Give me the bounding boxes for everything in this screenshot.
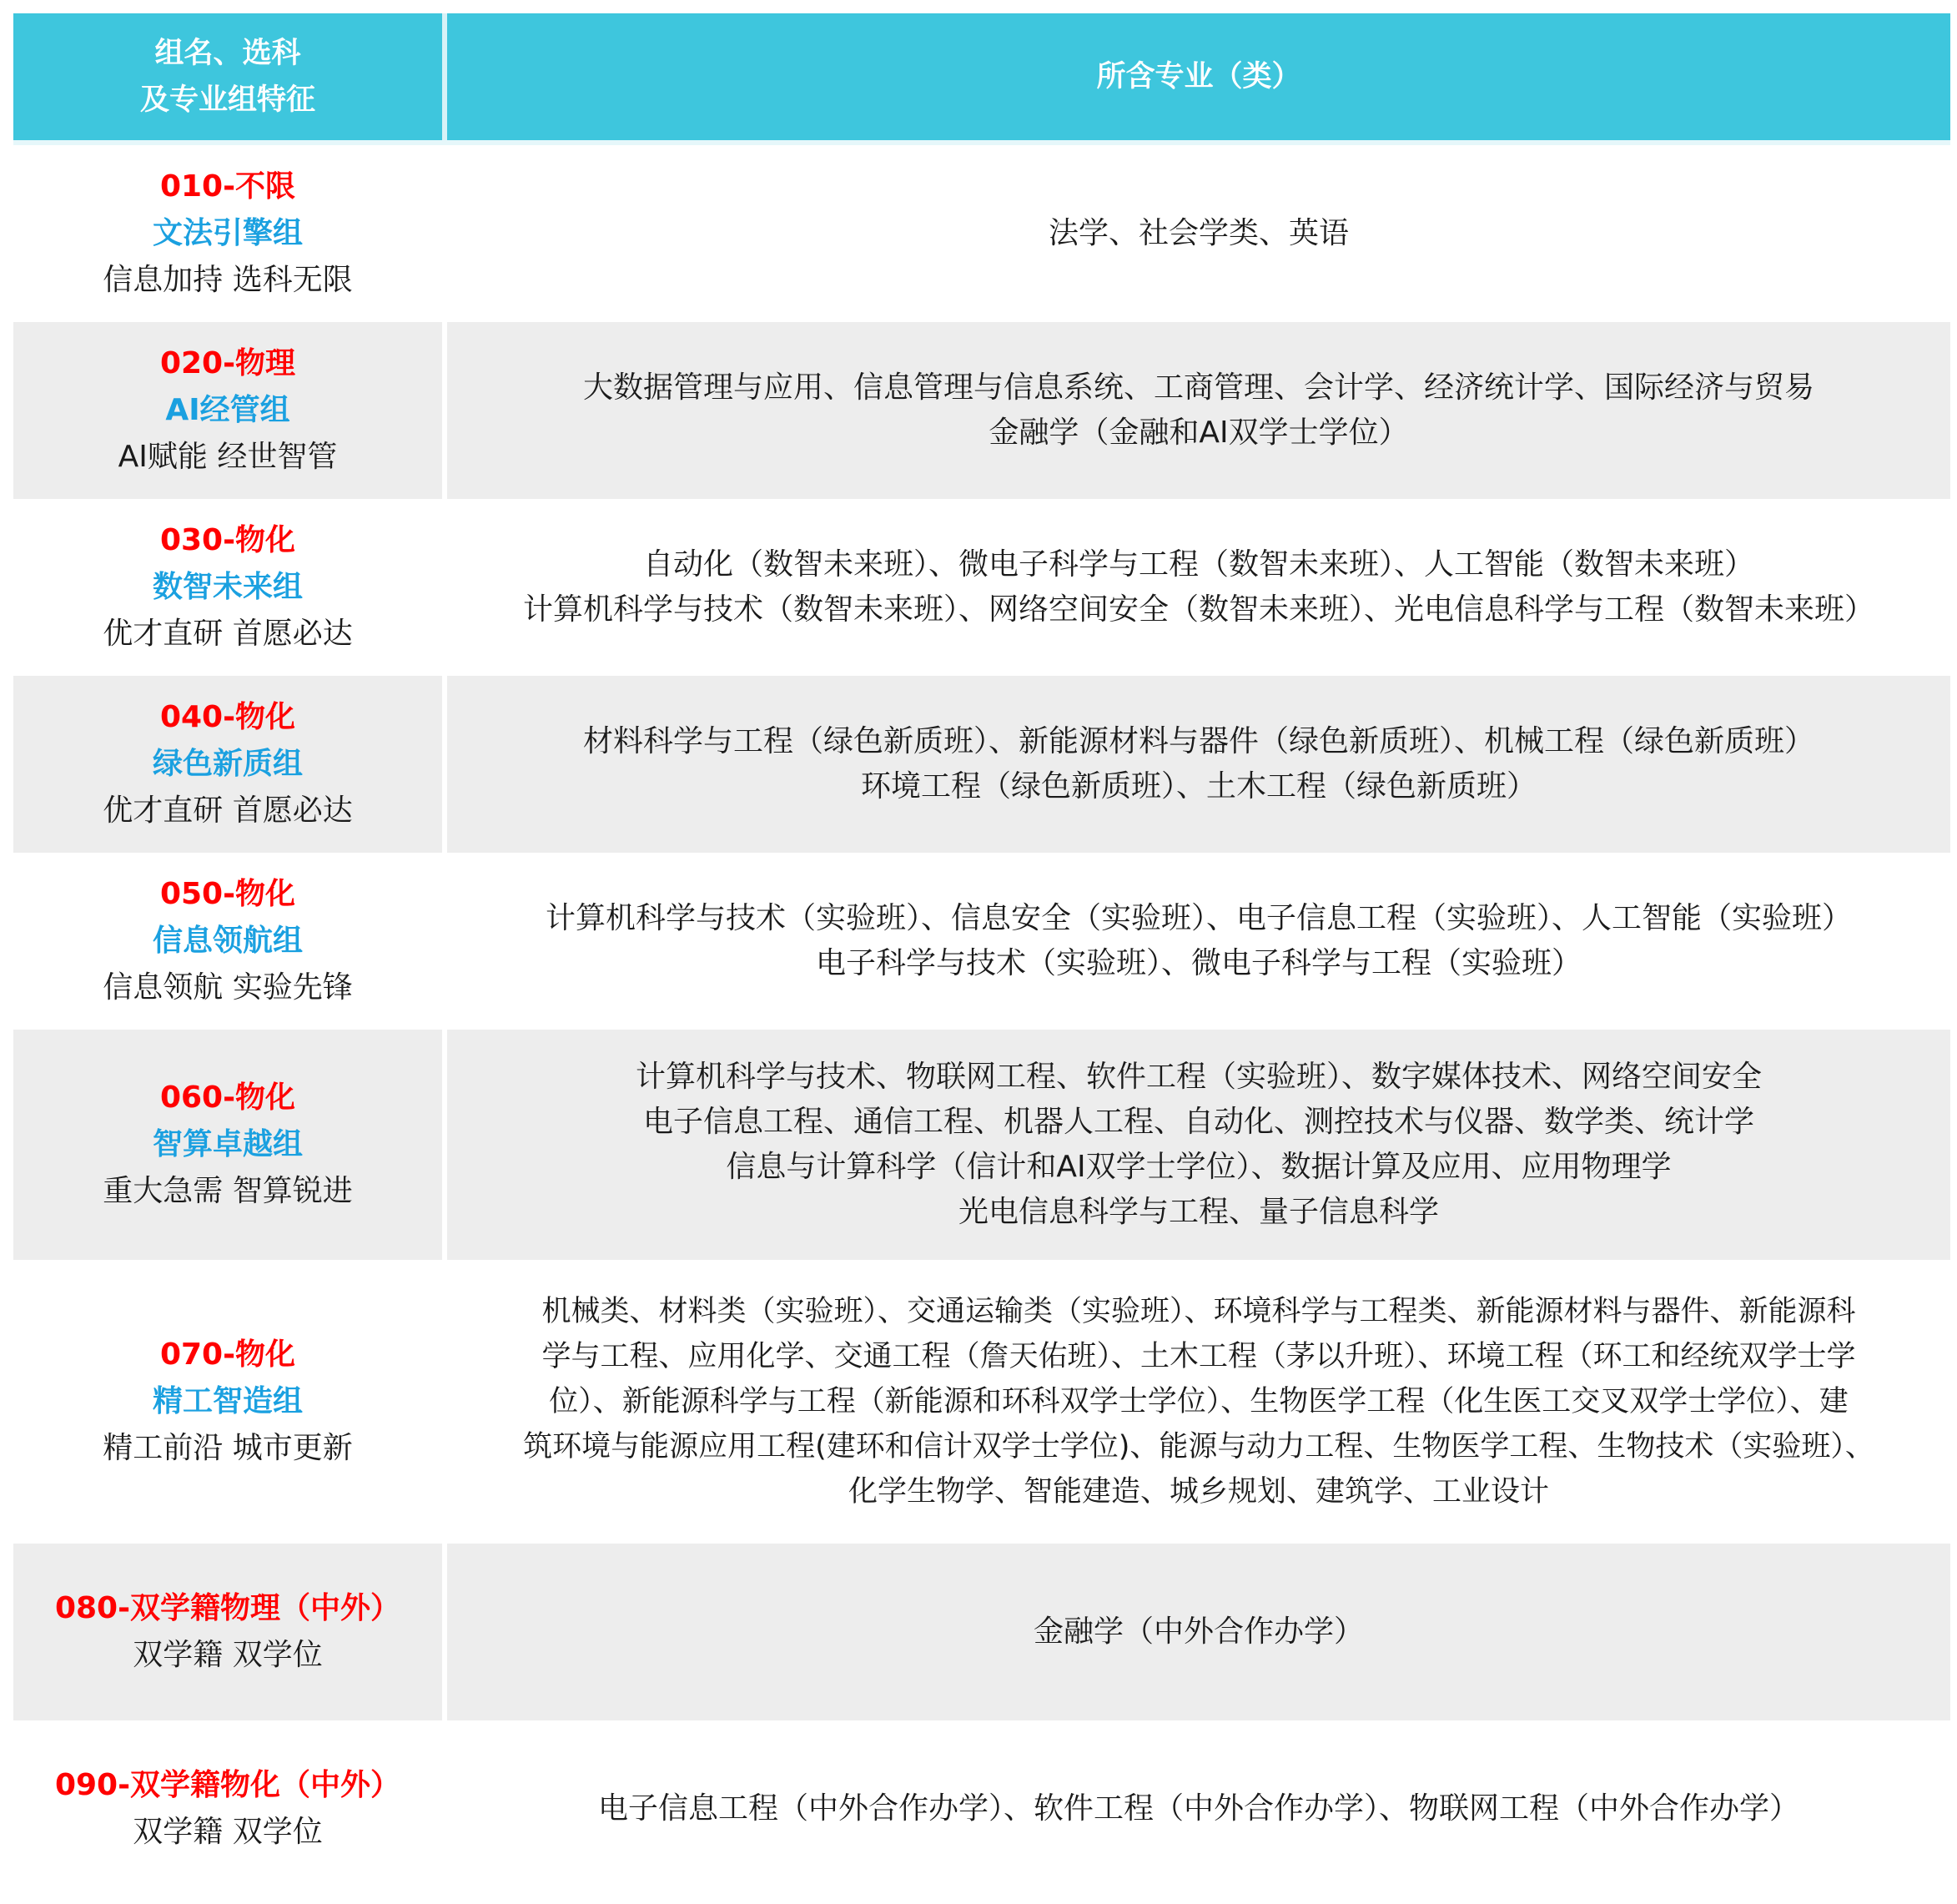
majors-cell: [447, 1260, 1950, 1544]
majors-line: 学与工程、应用化学、交通工程（詹天佑班）、土木工程（茅以升班）、环境工程（环工和经统双学士学: [541, 1340, 1856, 1373]
table-row: [13, 145, 1950, 322]
majors-line: 光电信息科学与工程、量子信息科学: [958, 1195, 1439, 1229]
group-cell: [13, 1720, 442, 1897]
majors-cell: [447, 322, 1950, 499]
majors-cell: [447, 145, 1950, 322]
table-row: [13, 1720, 1950, 1897]
table-row: [13, 1260, 1950, 1544]
group-feature: AI赋能 经世智管: [118, 440, 338, 474]
majors-line: 法学、社会学类、英语: [1048, 216, 1349, 250]
majors-line: 金融学（中外合作办学）: [1033, 1614, 1364, 1649]
group-name: 智算卓越组: [152, 1127, 303, 1161]
header-group-line1: 组名、选科: [154, 37, 301, 70]
group-code: 070-物化: [159, 1337, 296, 1372]
group-code: 020-物理: [159, 346, 296, 380]
group-cell: [13, 322, 442, 499]
group-feature: 重大急需 智算锐进: [103, 1174, 353, 1208]
majors-line: 自动化（数智未来班）、微电子科学与工程（数智未来班）、人工智能（数智未来班）: [642, 547, 1754, 582]
table-row: [13, 322, 1950, 499]
group-cell: [13, 676, 442, 853]
group-feature: 精工前沿 城市更新: [103, 1431, 353, 1465]
group-code: 090-双学籍物化（中外）: [54, 1768, 401, 1802]
group-code: 010-不限: [159, 169, 296, 204]
table-row: [13, 1030, 1950, 1260]
majors-line: 电子信息工程、通信工程、机器人工程、自动化、测控技术与仪器、数学类、统计学: [642, 1105, 1754, 1139]
table-row: [13, 853, 1950, 1030]
group-name: 信息领航组: [152, 924, 303, 958]
majors-line: 化学生物学、智能建造、城乡规划、建筑学、工业设计: [848, 1475, 1549, 1509]
majors-line: 信息与计算科学（信计和AI双学士学位）、数据计算及应用、应用物理学: [726, 1150, 1672, 1184]
group-name: 绿色新质组: [152, 747, 303, 781]
majors-cell: [447, 1544, 1950, 1720]
group-cell: [13, 145, 442, 322]
group-feature: 信息加持 选科无限: [103, 263, 353, 297]
majors-line: 位）、新能源科学与工程（新能源和环科双学士学位）、生物医学工程（化生医工交叉双学士学位）、建: [549, 1385, 1849, 1418]
majors-table: [13, 13, 1950, 1897]
majors-line: 大数据管理与应用、信息管理与信息系统、工商管理、会计学、经济统计学、国际经济与贸易: [582, 370, 1814, 405]
majors-line: 机械类、材料类（实验班）、交通运输类（实验班）、环境科学与工程类、新能源材料与器件、新能源科: [541, 1295, 1856, 1328]
majors-line: 计算机科学与技术、物联网工程、软件工程（实验班）、数字媒体技术、网络空间安全: [635, 1060, 1762, 1094]
group-feature: 信息领航 实验先锋: [103, 970, 353, 1005]
majors-line: 金融学（金融和AI双学士学位）: [989, 416, 1409, 450]
table-row: [13, 676, 1950, 853]
group-cell: [13, 499, 442, 676]
majors-cell: [447, 1030, 1950, 1260]
table-row: [13, 1544, 1950, 1720]
group-feature: 双学籍 双学位: [133, 1815, 323, 1849]
majors-cell: [447, 853, 1950, 1030]
group-code: 080-双学籍物理（中外）: [54, 1591, 401, 1625]
group-name: 数智未来组: [152, 570, 303, 604]
group-code: 060-物化: [159, 1080, 296, 1115]
majors-cell: [447, 499, 1950, 676]
group-cell: [13, 1030, 442, 1260]
group-code: 050-物化: [159, 877, 296, 911]
group-name: 文法引擎组: [152, 216, 303, 250]
group-cell: [13, 853, 442, 1030]
majors-line: 筑环境与能源应用工程(建环和信计双学士学位)、能源与动力工程、生物医学工程、生物技术（实验班）、: [523, 1430, 1874, 1463]
group-name: AI经管组: [165, 393, 290, 427]
group-name: 精工智造组: [152, 1384, 303, 1418]
header-group-column: [13, 13, 442, 140]
group-code: 030-物化: [159, 523, 296, 557]
majors-cell: [447, 1720, 1950, 1897]
group-code: 040-物化: [159, 700, 296, 734]
majors-line: 材料科学与工程（绿色新质班）、新能源材料与器件（绿色新质班）、机械工程（绿色新质班）: [582, 724, 1814, 758]
group-feature: 优才直研 首愿必达: [103, 793, 353, 828]
header-majors-label: 所含专业（类）: [1096, 60, 1301, 93]
group-feature: 双学籍 双学位: [133, 1638, 323, 1672]
header-majors-column: [447, 13, 1950, 140]
majors-line: 计算机科学与技术（实验班）、信息安全（实验班）、电子信息工程（实验班）、人工智能（实验班）: [545, 901, 1852, 935]
majors-line: 环境工程（绿色新质班）、土木工程（绿色新质班）: [860, 769, 1537, 803]
group-cell: [13, 1544, 442, 1720]
group-feature: 优才直研 首愿必达: [103, 617, 353, 651]
majors-line: 计算机科学与技术（数智未来班）、网络空间安全（数智未来班）、光电信息科学与工程（数智未来班）: [522, 592, 1874, 627]
majors-line: 电子信息工程（中外合作办学）、软件工程（中外合作办学）、物联网工程（中外合作办学）: [597, 1791, 1799, 1826]
majors-cell: [447, 676, 1950, 853]
table-row: [13, 499, 1950, 676]
table-header: [13, 13, 1950, 145]
header-group-line2: 及专业组特征: [139, 83, 315, 117]
group-cell: [13, 1260, 442, 1544]
majors-line: 电子科学与技术（实验班）、微电子科学与工程（实验班）: [815, 946, 1582, 980]
